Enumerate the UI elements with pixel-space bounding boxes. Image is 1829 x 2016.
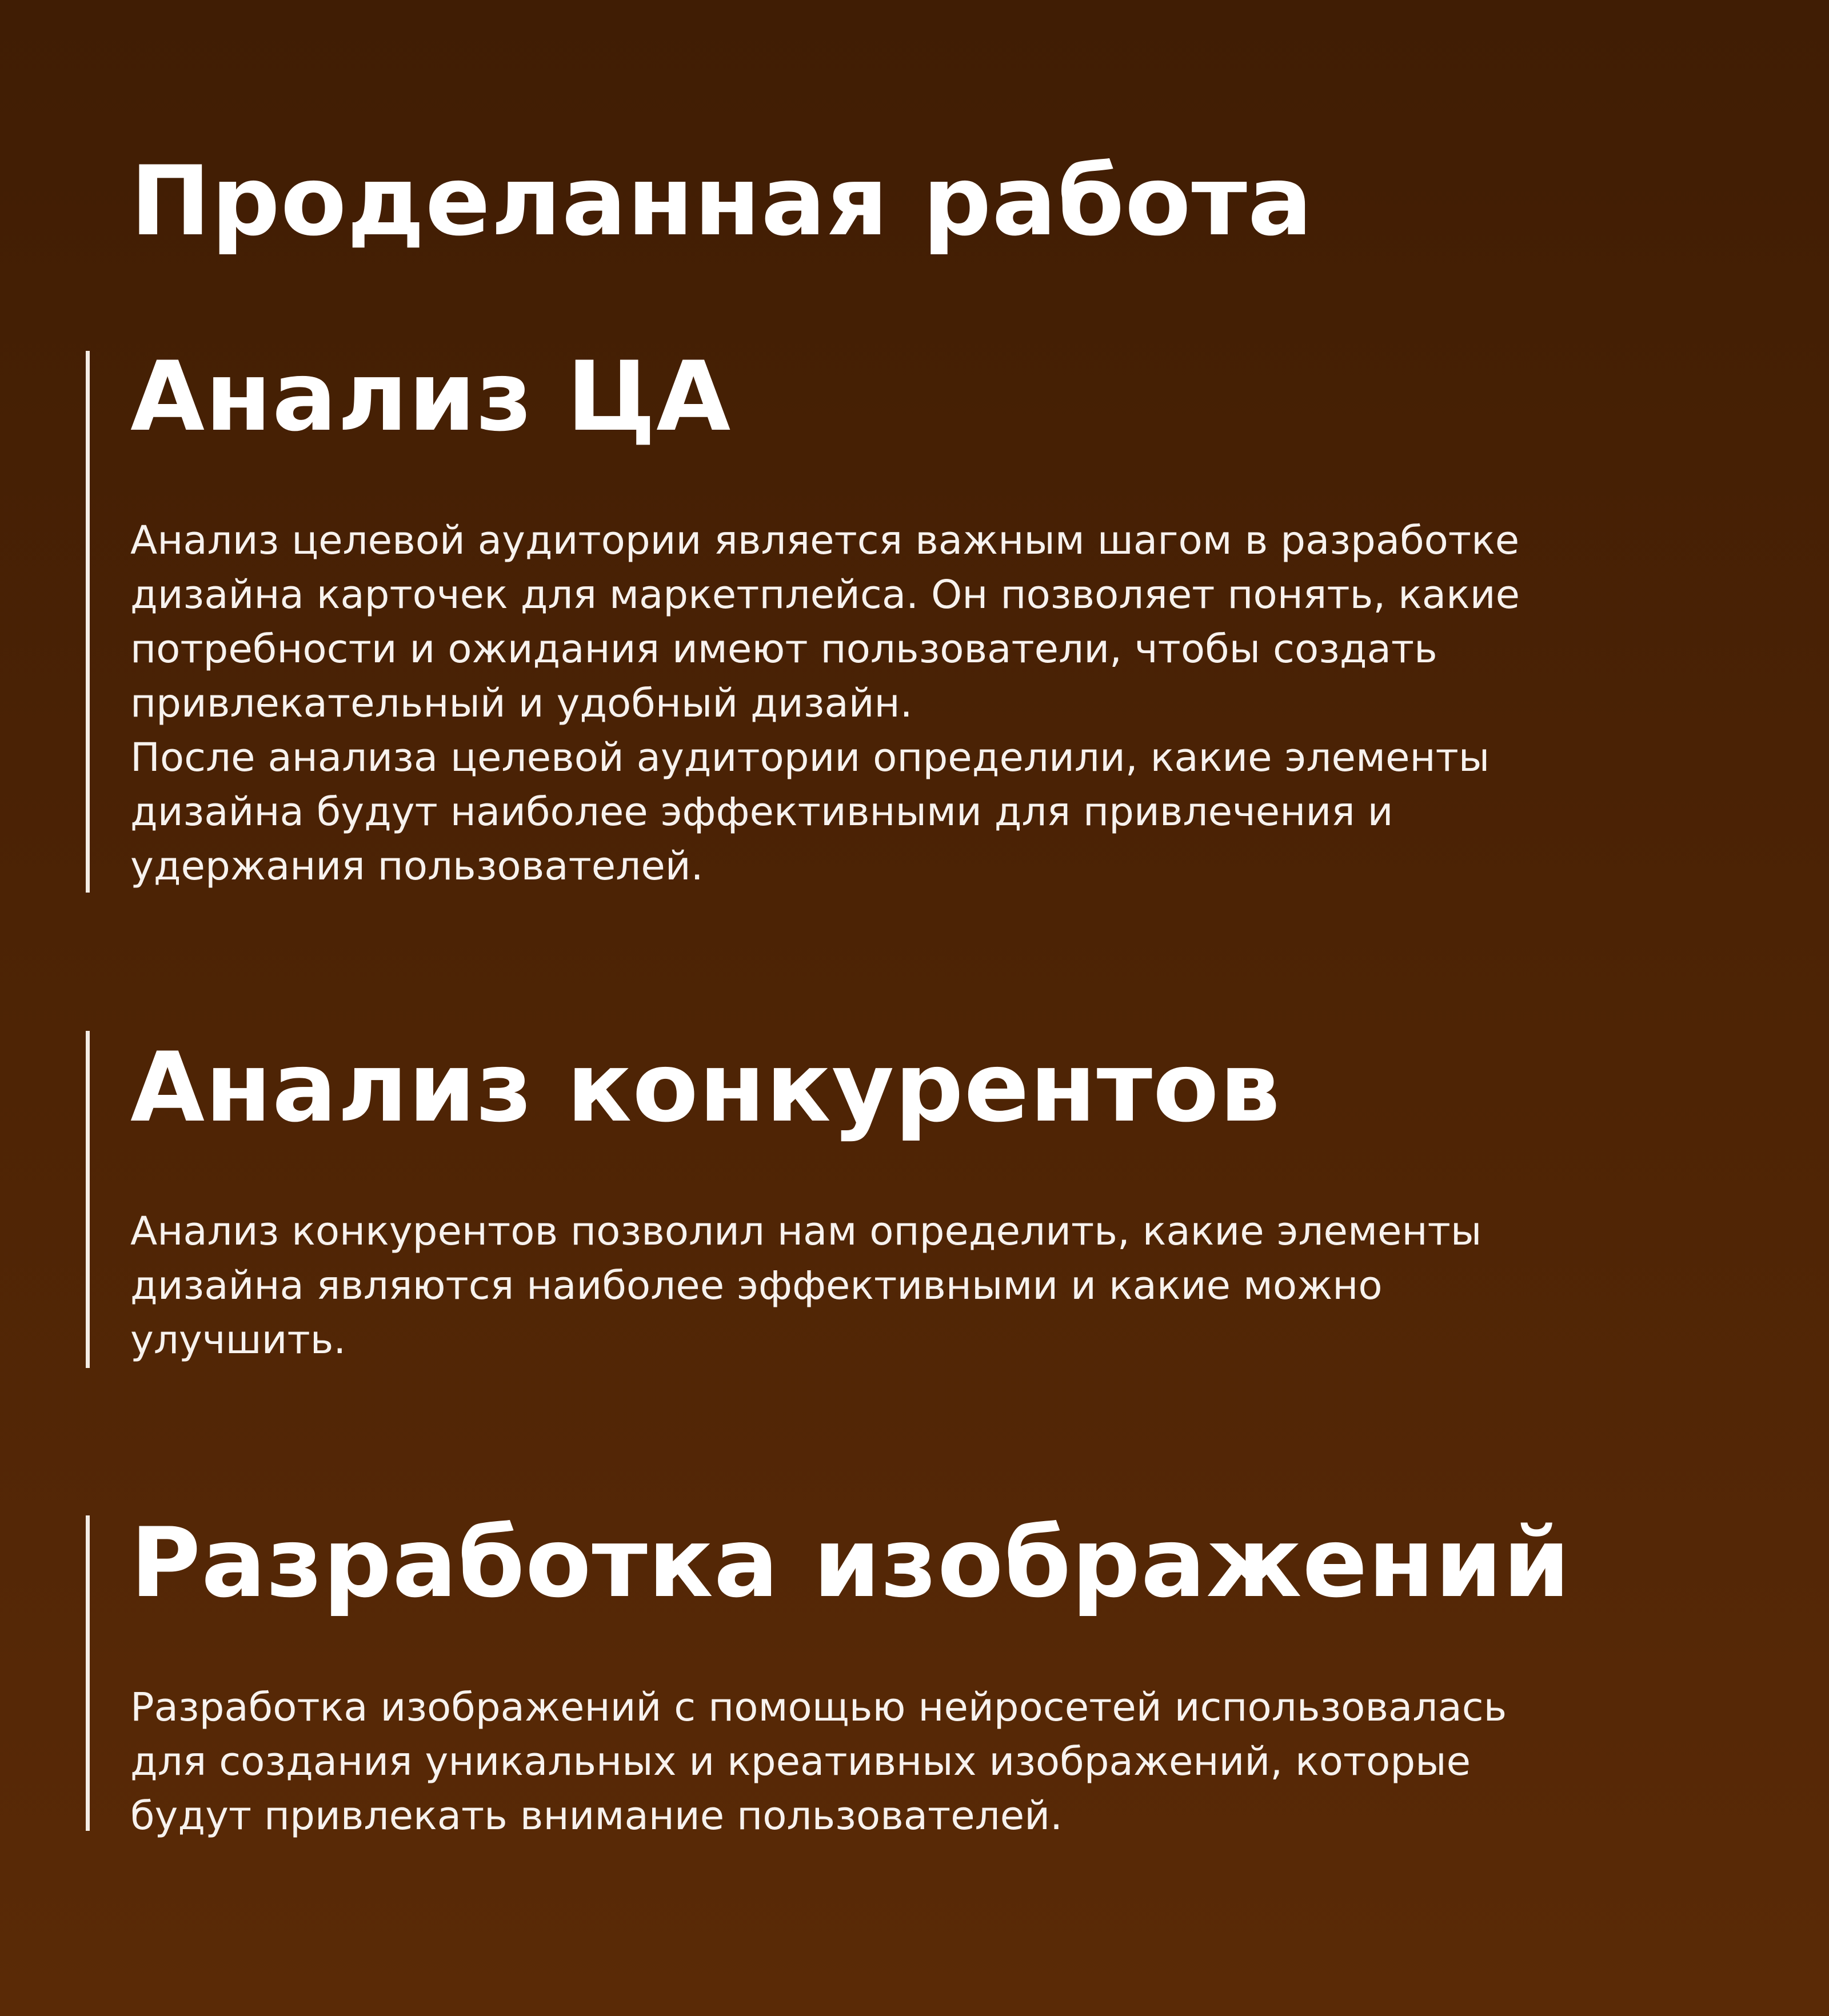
section-divider-bar (86, 1031, 90, 1368)
section-heading-image-development: Разработка изображений (130, 1507, 1571, 1619)
section-text-audience-analysis: Анализ целевой аудитории является важным шагом в разработке дизайна карточек для маркетплейса. Он позволяет понять, какие потребности и ожидания имеют пользователи, чтобы создать привлекательный и удобный дизайн. После анализа целевой аудитории определили, какие элементы дизайна будут наиболее эффективными для привлечения и удержания пользователей. (130, 518, 1520, 889)
section-divider-bar (86, 1515, 90, 1831)
section-text-competitor-analysis: Анализ конкурентов позволил нам определить, какие элементы дизайна являются наиболее эффективными и какие можно улучшить. (130, 1209, 1482, 1363)
section-heading-audience-analysis: Анализ ЦА (130, 341, 732, 453)
section-divider-bar (86, 351, 90, 893)
page-title: Проделанная работа (130, 145, 1313, 257)
section-heading-competitor-analysis: Анализ конкурентов (130, 1031, 1281, 1143)
section-text-image-development: Разработка изображений с помощью нейросетей использовалась для создания уникальных и креативных изображений, которые будут привлекать внимание пользователей. (130, 1685, 1507, 1839)
